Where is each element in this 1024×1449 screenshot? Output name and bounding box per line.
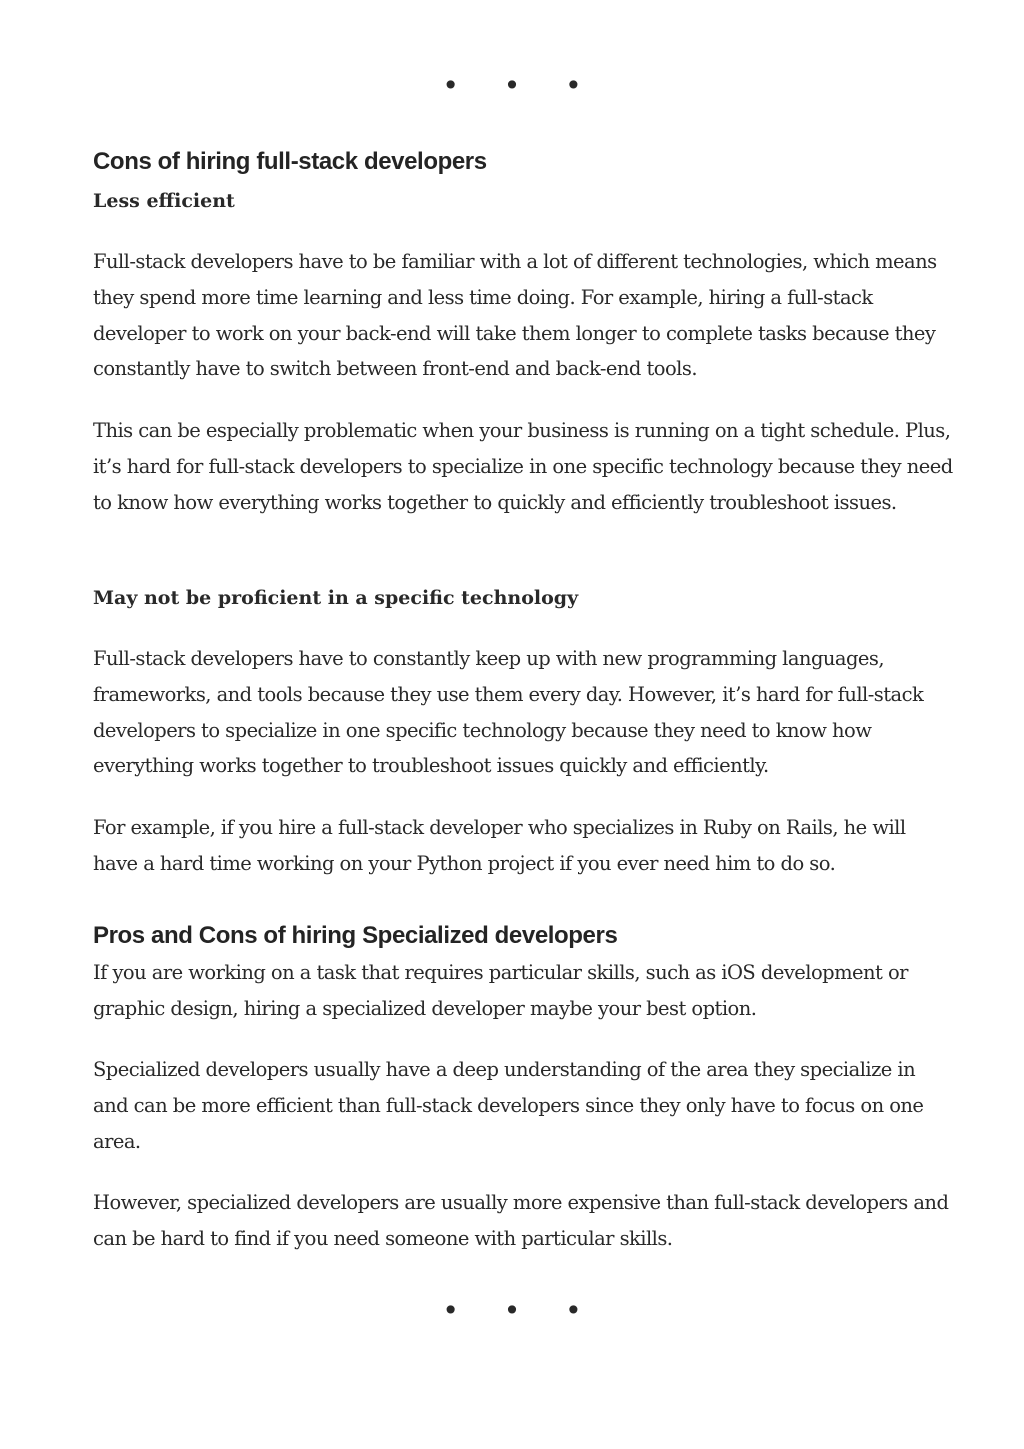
paragraph-not-proficient-2: For example, if you hire a full-stack developer who specializes in Ruby on Rails, he will have a hard time working on your Python project if you ever need him to do so. [93,816,906,875]
paragraph-less-efficient-1: Full-stack developers have to be familiar with a lot of different technologies, which means they spend more time learning and less time doing. For example, hiring a full-stack developer to work on your back-end will take them longer to complete tasks because they constantly have to switch between front-end and back-end tools. [93,250,937,381]
heading-specialized-developers: Pros and Cons of hiring Specialized developers [93,922,618,949]
subheading-not-proficient: May not be proficient in a specific technology [93,587,579,609]
paragraph-not-proficient-1: Full-stack developers have to constantly keep up with new programming languages, frameworks, and tools because they use them every day. However, it’s hard for full-stack developers to specialize in one specific technology because they need to know how everything works together to troubleshoot issues quickly and efficiently. [93,647,924,778]
section-separator-top [0,69,1024,102]
heading-cons-full-stack: Cons of hiring full-stack developers [93,148,487,175]
subheading-less-efficient: Less efficient [93,190,235,212]
separator-dots: • • • [442,1294,600,1327]
paragraph-specialized-2: Specialized developers usually have a deep understanding of the area they specialize in and can be more efficient than full-stack developers since they only have to focus on one area. [93,1058,924,1153]
paragraph-specialized-3: However, specialized developers are usually more expensive than full-stack developers and can be hard to find if you need someone with particular skills. [93,1191,949,1250]
section-separator-bottom [0,1294,1024,1327]
paragraph-specialized-1: If you are working on a task that requires particular skills, such as iOS development or graphic design, hiring a specialized developer maybe your best option. [93,961,908,1020]
paragraph-less-efficient-2: This can be especially problematic when your business is running on a tight schedule. Plus, it’s hard for full-stack developers to specialize in one specific technology because they need to know how everything works together to quickly and efficiently troubleshoot issues. [93,419,953,514]
separator-dots: • • • [442,69,600,102]
